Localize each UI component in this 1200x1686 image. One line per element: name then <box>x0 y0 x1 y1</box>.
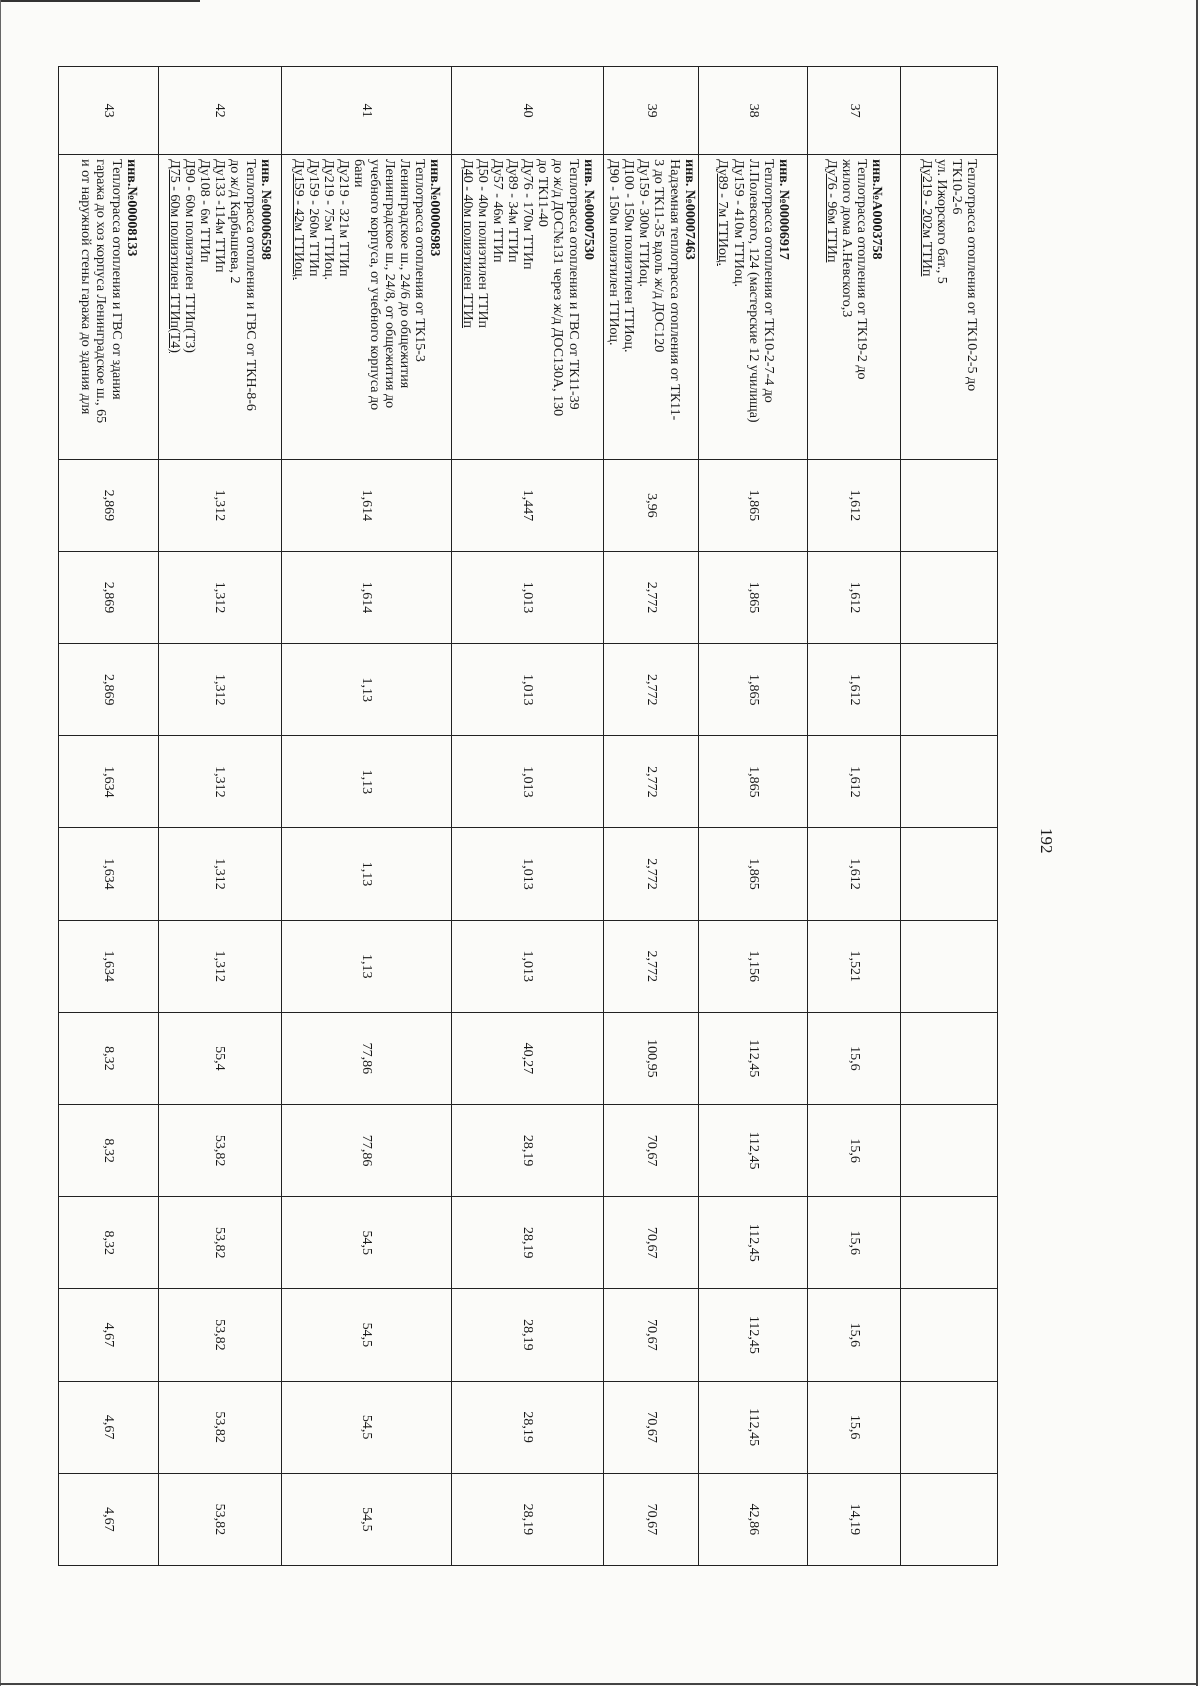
value-cell: 70,67 <box>604 1197 699 1289</box>
value-cell: 1,013 <box>452 551 604 643</box>
value-cell: 54,5 <box>281 1473 452 1565</box>
value-cell: 3,96 <box>604 459 699 551</box>
description-cell <box>281 155 452 460</box>
value-cell <box>901 1289 998 1381</box>
description-line: Ду159 - 42м ТТИоц. <box>291 159 307 280</box>
page-number: 192 <box>1037 828 1056 854</box>
description-cell <box>59 155 159 460</box>
value-cell: 2,869 <box>59 459 159 551</box>
value-cell: 4,67 <box>59 1473 159 1565</box>
description-line: до ж/д Карбышева, 2 <box>227 159 243 284</box>
value-cell: 77,86 <box>281 1012 452 1104</box>
rotated-table <box>58 66 998 1566</box>
description-line: инв. №00006598 <box>257 159 273 260</box>
value-cell: 15,6 <box>807 1289 901 1381</box>
description-line: Д90 - 150м полиэтилен ТТИоц. <box>606 159 622 346</box>
value-cell: 53,82 <box>158 1104 281 1196</box>
value-cell: 1,612 <box>807 644 901 736</box>
value-cell: 1,13 <box>281 828 452 920</box>
value-cell: 1,312 <box>158 920 281 1012</box>
row-number-cell: 41 <box>281 67 452 155</box>
value-cell: 77,86 <box>281 1104 452 1196</box>
description-cell <box>604 155 699 460</box>
value-cell: 70,67 <box>604 1381 699 1473</box>
value-cell: 1,312 <box>158 828 281 920</box>
value-cell <box>901 828 998 920</box>
value-cell: 2,772 <box>604 551 699 643</box>
description-line: Ду89 - 34м ТТИп <box>505 159 521 263</box>
description-line: Теплотрасса отопления от ТК19-2 до <box>854 159 870 380</box>
value-cell: 1,865 <box>699 644 807 736</box>
description-line: Ду76 - 170м ТТИп <box>520 159 536 270</box>
value-cell: 2,772 <box>604 828 699 920</box>
value-cell: 54,5 <box>281 1197 452 1289</box>
description-line: инв. №00007463 <box>681 159 697 260</box>
value-cell: 14,19 <box>807 1473 901 1565</box>
value-cell <box>901 736 998 828</box>
value-cell: 70,67 <box>604 1473 699 1565</box>
row-number-cell: 39 <box>604 67 699 155</box>
value-cell: 112,45 <box>699 1012 807 1104</box>
value-cell: 15,6 <box>807 1197 901 1289</box>
value-cell: 2,869 <box>59 644 159 736</box>
description-line: Ду108 - 6м ТТИп <box>197 159 213 263</box>
description-line: Ду89 - 7м ТТИоц. <box>715 159 731 266</box>
description-line: ТК10-2-6 <box>949 159 965 215</box>
description-line: Ду76 - 96м ТТИп <box>823 159 839 263</box>
description-line: Ду133 -114м ТТИп <box>212 159 228 273</box>
description-cell <box>807 155 901 460</box>
value-cell: 2,772 <box>604 644 699 736</box>
value-cell: 1,312 <box>158 736 281 828</box>
description-line: бани <box>351 159 367 188</box>
table-row <box>699 67 807 1566</box>
continuation-row <box>901 67 998 1566</box>
value-cell <box>901 1473 998 1565</box>
value-cell: 1,13 <box>281 736 452 828</box>
table-row <box>452 67 604 1566</box>
value-cell: 53,82 <box>158 1381 281 1473</box>
value-cell: 112,45 <box>699 1197 807 1289</box>
value-cell: 2,772 <box>604 736 699 828</box>
heating-network-table <box>58 66 998 1566</box>
value-cell: 28,19 <box>452 1473 604 1565</box>
value-cell: 1,156 <box>699 920 807 1012</box>
value-cell: 1,634 <box>59 828 159 920</box>
description-cell <box>699 155 807 460</box>
description-line: Теплотрасса отопления от ТК10-2-7-4 до <box>760 159 776 403</box>
description-cell <box>158 155 281 460</box>
table-row <box>604 67 699 1566</box>
description-line: Д75 - 60м полиэтилен ТТИп(Т4) <box>167 159 183 353</box>
value-cell: 112,45 <box>699 1104 807 1196</box>
value-cell: 55,4 <box>158 1012 281 1104</box>
description-line: и от наружной стены гаража до здания для <box>78 159 94 415</box>
description-line: Д50 - 40м полиэтилен ТТИп <box>474 159 490 329</box>
value-cell: 42,86 <box>699 1473 807 1565</box>
value-cell <box>901 644 998 736</box>
value-cell: 1,521 <box>807 920 901 1012</box>
value-cell: 1,865 <box>699 736 807 828</box>
table-row <box>807 67 901 1566</box>
value-cell: 4,67 <box>59 1289 159 1381</box>
value-cell <box>901 1104 998 1196</box>
value-cell: 100,95 <box>604 1012 699 1104</box>
description-line: до ТК11-40 <box>535 159 551 227</box>
value-cell: 1,612 <box>807 828 901 920</box>
description-line: Теплотрасса отопления от ТК15-3 <box>411 159 427 362</box>
description-line: Ду219 - 75м ТТИоц. <box>321 159 337 280</box>
value-cell: 1,614 <box>281 551 452 643</box>
description-cell <box>452 155 604 460</box>
description-line: ул. Ижорского бат., 5 <box>934 159 950 284</box>
value-cell: 53,82 <box>158 1289 281 1381</box>
description-line: до ж/д ДОС№131 через ж/д ДОС130А, 130 <box>550 159 566 417</box>
value-cell: 70,67 <box>604 1289 699 1381</box>
description-line: Ду219 - 321м ТТИп <box>336 159 352 277</box>
description-line: Ленинградское ш., 24/6 до общежития <box>396 159 412 389</box>
value-cell: 112,45 <box>699 1381 807 1473</box>
value-cell: 112,45 <box>699 1289 807 1381</box>
value-cell: 2,772 <box>604 920 699 1012</box>
value-cell: 15,6 <box>807 1012 901 1104</box>
value-cell <box>901 1012 998 1104</box>
description-line: Теплотрасса отопления и ГВС от здания <box>108 159 124 400</box>
value-cell: 1,013 <box>452 920 604 1012</box>
description-line: Д100 - 150м полиэтилен ТТИоц. <box>621 159 637 353</box>
description-line: Д40 - 40м полиэтилен ТТИп <box>459 159 475 329</box>
value-cell: 1,614 <box>281 459 452 551</box>
description-line: инв.№00008133 <box>123 159 139 257</box>
description-line: жилого дома А.Невского,3 <box>838 159 854 318</box>
value-cell: 54,5 <box>281 1289 452 1381</box>
value-cell: 1,312 <box>158 644 281 736</box>
description-line: Ленинградское ш., 24/8, от общежития до <box>381 159 397 409</box>
value-cell <box>901 1197 998 1289</box>
value-cell: 28,19 <box>452 1104 604 1196</box>
page-border-right <box>1196 0 1198 1686</box>
value-cell: 15,6 <box>807 1381 901 1473</box>
value-cell: 53,82 <box>158 1197 281 1289</box>
description-line: Ду159 - 300м ТТИоц. <box>636 159 652 287</box>
row-number-cell: 42 <box>158 67 281 155</box>
row-number-cell: 40 <box>452 67 604 155</box>
description-line: Ду219 - 202м ТТИп <box>919 159 935 277</box>
table-row <box>59 67 159 1566</box>
table-row <box>281 67 452 1566</box>
description-line: Теплотрасса отопления и ГВС от ТК11-39 <box>565 159 581 410</box>
description-line: учебного корпуса, от учебного корпуса до <box>366 159 382 411</box>
value-cell: 1,634 <box>59 736 159 828</box>
value-cell: 15,6 <box>807 1104 901 1196</box>
value-cell: 1,865 <box>699 459 807 551</box>
description-line: инв.№А0003758 <box>869 159 885 260</box>
description-line: Л.Полевского, 124 (мастерские 12 училища) <box>745 159 761 423</box>
value-cell: 2,869 <box>59 551 159 643</box>
value-cell: 1,13 <box>281 920 452 1012</box>
row-number-cell: 43 <box>59 67 159 155</box>
value-cell: 54,5 <box>281 1381 452 1473</box>
value-cell: 1,612 <box>807 736 901 828</box>
description-line: Ду159 - 410м ТТИоц. <box>730 159 746 287</box>
value-cell: 8,32 <box>59 1012 159 1104</box>
description-line: Ду159 - 260м ТТИп <box>306 159 322 277</box>
value-cell: 28,19 <box>452 1197 604 1289</box>
value-cell: 8,32 <box>59 1197 159 1289</box>
value-cell: 70,67 <box>604 1104 699 1196</box>
value-cell: 8,32 <box>59 1104 159 1196</box>
value-cell: 1,013 <box>452 644 604 736</box>
description-line: инв. №00007530 <box>580 159 596 260</box>
description-line: Ду57 - 46м ТТИп <box>490 159 506 263</box>
value-cell: 1,013 <box>452 736 604 828</box>
description-line: 3 до ТК11-35 вдоль ж/д ДОС120 <box>651 159 667 353</box>
value-cell: 1,612 <box>807 551 901 643</box>
page-border-left <box>0 0 1 1686</box>
description-line: инв.№00006983 <box>427 159 443 257</box>
value-cell: 1,312 <box>158 551 281 643</box>
value-cell: 28,19 <box>452 1289 604 1381</box>
value-cell: 40,27 <box>452 1012 604 1104</box>
description-cell <box>901 155 998 460</box>
value-cell: 1,634 <box>59 920 159 1012</box>
value-cell: 28,19 <box>452 1381 604 1473</box>
description-line: Теплотрасса отопления от ТК10-2-5 до <box>964 159 980 392</box>
description-line: Теплотрасса отопления и ГВС от ТКН-8-6 <box>242 159 258 411</box>
value-cell: 1,312 <box>158 459 281 551</box>
table-row <box>158 67 281 1566</box>
description-line: инв. №00006917 <box>775 159 791 260</box>
value-cell: 1,013 <box>452 828 604 920</box>
value-cell: 1,865 <box>699 828 807 920</box>
value-cell: 1,865 <box>699 551 807 643</box>
value-cell <box>901 459 998 551</box>
value-cell: 4,67 <box>59 1381 159 1473</box>
value-cell <box>901 1381 998 1473</box>
row-number-cell: 38 <box>699 67 807 155</box>
value-cell <box>901 920 998 1012</box>
value-cell <box>901 551 998 643</box>
value-cell: 1,612 <box>807 459 901 551</box>
description-line: Надземная теплотрасса отопления от ТК11- <box>666 159 682 421</box>
row-number-cell <box>901 67 998 155</box>
page-border-top <box>0 0 200 2</box>
page-border-bottom <box>0 1683 1198 1685</box>
row-number-cell: 37 <box>807 67 901 155</box>
value-cell: 1,13 <box>281 644 452 736</box>
value-cell: 1,447 <box>452 459 604 551</box>
value-cell: 53,82 <box>158 1473 281 1565</box>
description-line: гаража до хоз корпуса Ленинградское ш., 65 <box>93 159 109 424</box>
description-line: Д90 - 60м полиэтилен ТТИп(Т3) <box>182 159 198 353</box>
